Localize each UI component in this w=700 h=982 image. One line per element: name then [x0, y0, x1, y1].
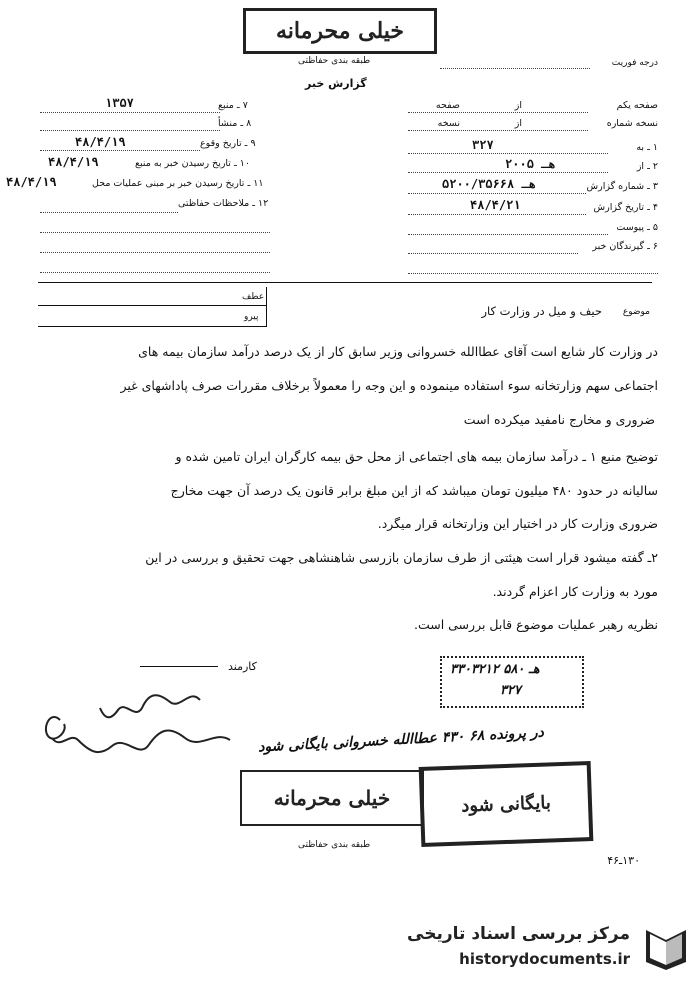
body-line-3: ضروری و مخارج نامفید میکرده است — [463, 412, 655, 427]
archive-stamp — [419, 761, 594, 847]
ref-vertical — [266, 287, 267, 327]
report-number-value: ۵هـ ۲۰۰/۳۵۶۶۸ — [442, 177, 536, 191]
security-notes-line — [40, 212, 178, 213]
archive-stamp-text: بایگانی شود — [460, 791, 552, 817]
occurrence-date-label: ۹ ـ تاریخ وقوع — [200, 138, 256, 149]
receive-source-date-label: ۱۰ ـ تاریخ رسیدن خبر به منبع — [135, 158, 250, 169]
source-value: ۱۳۵۷ — [105, 96, 134, 110]
body-line-5: سالیانه در حدود ۴۸۰ میلیون تومان میباشد که از این مبلغ برابر قانون یک درصد آن جهت مخارج — [170, 483, 658, 498]
receipt-stamp-line-2: ۳۲۷ — [500, 683, 521, 698]
peyro-line — [38, 326, 266, 327]
occurrence-date-value: ۴۸/۴/۱۹ — [75, 135, 126, 149]
report-number-label: ۳ ـ شماره گزارش — [586, 181, 658, 192]
report-date-label: ۴ ـ تاریخ گزارش — [593, 202, 658, 213]
field-to-label: ۱ ـ به — [636, 142, 658, 153]
priority-label: درجه فوریت — [611, 58, 658, 68]
priority-line — [440, 68, 590, 69]
attachment-line — [408, 234, 608, 235]
body-line-7: ۲ـ گفته میشود قرار است هیئتی از طرف سازمان بازرسی شاهنشاهی جهت تحقیق و بررسی در این — [145, 550, 658, 565]
body-line-4: توضیح منبع ۱ ـ درآمد سازمان بیمه های اجتماعی از محل حق بیمه کارگران ایران تامین شده و — [175, 449, 658, 464]
receipt-stamp — [440, 656, 584, 708]
origin-line — [40, 130, 220, 131]
karmand-line — [140, 666, 218, 667]
recipients-label: ۶ ـ گیرندگان خبر — [592, 241, 658, 252]
receive-source-date-value: ۴۸/۴/۱۹ — [48, 155, 99, 169]
security-notes-label: ۱۲ ـ ملاحظات حفاظتی — [178, 198, 269, 209]
source-line — [40, 112, 220, 113]
attachment-label: ۵ ـ پیوست — [616, 222, 658, 233]
recipients-line — [408, 253, 578, 254]
report-number-line — [408, 193, 586, 194]
bottom-stamp-text: خیلی محرمانه — [273, 786, 391, 810]
stamp-title-text: خیلی محرمانه — [275, 18, 405, 44]
field-from-line — [408, 172, 608, 173]
field-from-value: ۲۰۰هـ ۵ — [505, 157, 556, 171]
security-notes-line-3 — [40, 252, 270, 253]
section-divider — [38, 282, 652, 283]
subject-text: حیف و میل در وزارت کار — [481, 304, 602, 318]
receipt-stamp-line-1: ۳۳۰۳۲۱۲ هـ ۵۸۰ — [450, 662, 540, 677]
copy-number-end: نسخه — [437, 118, 460, 129]
receive-ops-date-value: ۴۸/۴/۱۹ — [6, 175, 57, 189]
watermark — [407, 912, 698, 978]
watermark-url: historydocuments.ir — [459, 950, 630, 968]
receive-ops-date-label: ۱۱ ـ تاریخ رسیدن خبر بر مبنی عملیات محل — [92, 178, 264, 189]
source-label: ۷ ـ منبع — [218, 100, 248, 111]
field-to-value: ۳۲۷ — [472, 138, 494, 152]
bottom-classification-stamp — [240, 770, 424, 826]
occurrence-date-line — [40, 150, 200, 151]
copy-number-line — [408, 130, 588, 131]
karmand-label: کارمند — [228, 660, 257, 673]
field-to-line — [408, 153, 608, 154]
copy-number-mid: از — [514, 118, 522, 129]
copy-number-label: نسخه شماره — [606, 118, 658, 129]
page-count-line — [408, 112, 588, 113]
bottom-classification-label: طبقه بندی حفاظتی — [298, 840, 371, 850]
peyro-label: پیرو — [244, 312, 259, 322]
classification-label: طبقه بندی حفاظتی — [298, 56, 371, 66]
body-line-1: در وزارت کار شایع است آقای عطاالله خسروانی وزیر سابق کار از یک درصد درآمد سازمان بیمه های — [138, 344, 658, 359]
subject-label: موضوع — [622, 307, 650, 317]
atf-label: عطف — [242, 292, 265, 302]
report-date-value: ۴۸/۴/۲۱ — [470, 198, 521, 212]
body-line-8: مورد به وزارت کار اعزام گردند. — [492, 584, 658, 599]
watermark-name: مرکز بررسی اسناد تاریخی — [407, 924, 630, 944]
top-classification-stamp — [243, 8, 437, 54]
field-from-label: ۲ ـ از — [636, 161, 658, 172]
page-count-end: صفحه — [435, 100, 460, 111]
book-logo-icon — [640, 920, 692, 972]
security-notes-line-4 — [40, 272, 270, 273]
origin-label: ۸ ـ منشأ — [218, 118, 252, 129]
page-count-label: صفحه یکم — [616, 100, 658, 111]
body-line-6: ضروری وزارت کار در اختیار این وزارتخانه قرار میگرد. — [377, 516, 658, 531]
body-line-2: اجتماعی سهم وزارتخانه سوء استفاده مینموده و این وجه را معمولاً برخلاف مقررات صرف پاداشهای غیر — [120, 378, 658, 393]
form-number: ۱۳۰ـ۴۶ — [607, 854, 640, 867]
recipients-line-2 — [408, 273, 658, 274]
handwritten-signature — [30, 680, 260, 765]
body-line-9: نظریه رهبر عملیات موضوع قابل بررسی است. — [413, 617, 658, 632]
report-title: گزارش خبر — [305, 77, 367, 90]
archive-note: در پرونده ۶۸ ۴۳۰ عطاالله خسروانی بایگانی شود — [257, 724, 545, 756]
report-date-line — [408, 214, 586, 215]
atf-line — [38, 305, 266, 306]
security-notes-line-2 — [40, 232, 270, 233]
page-count-mid: از — [514, 100, 522, 111]
